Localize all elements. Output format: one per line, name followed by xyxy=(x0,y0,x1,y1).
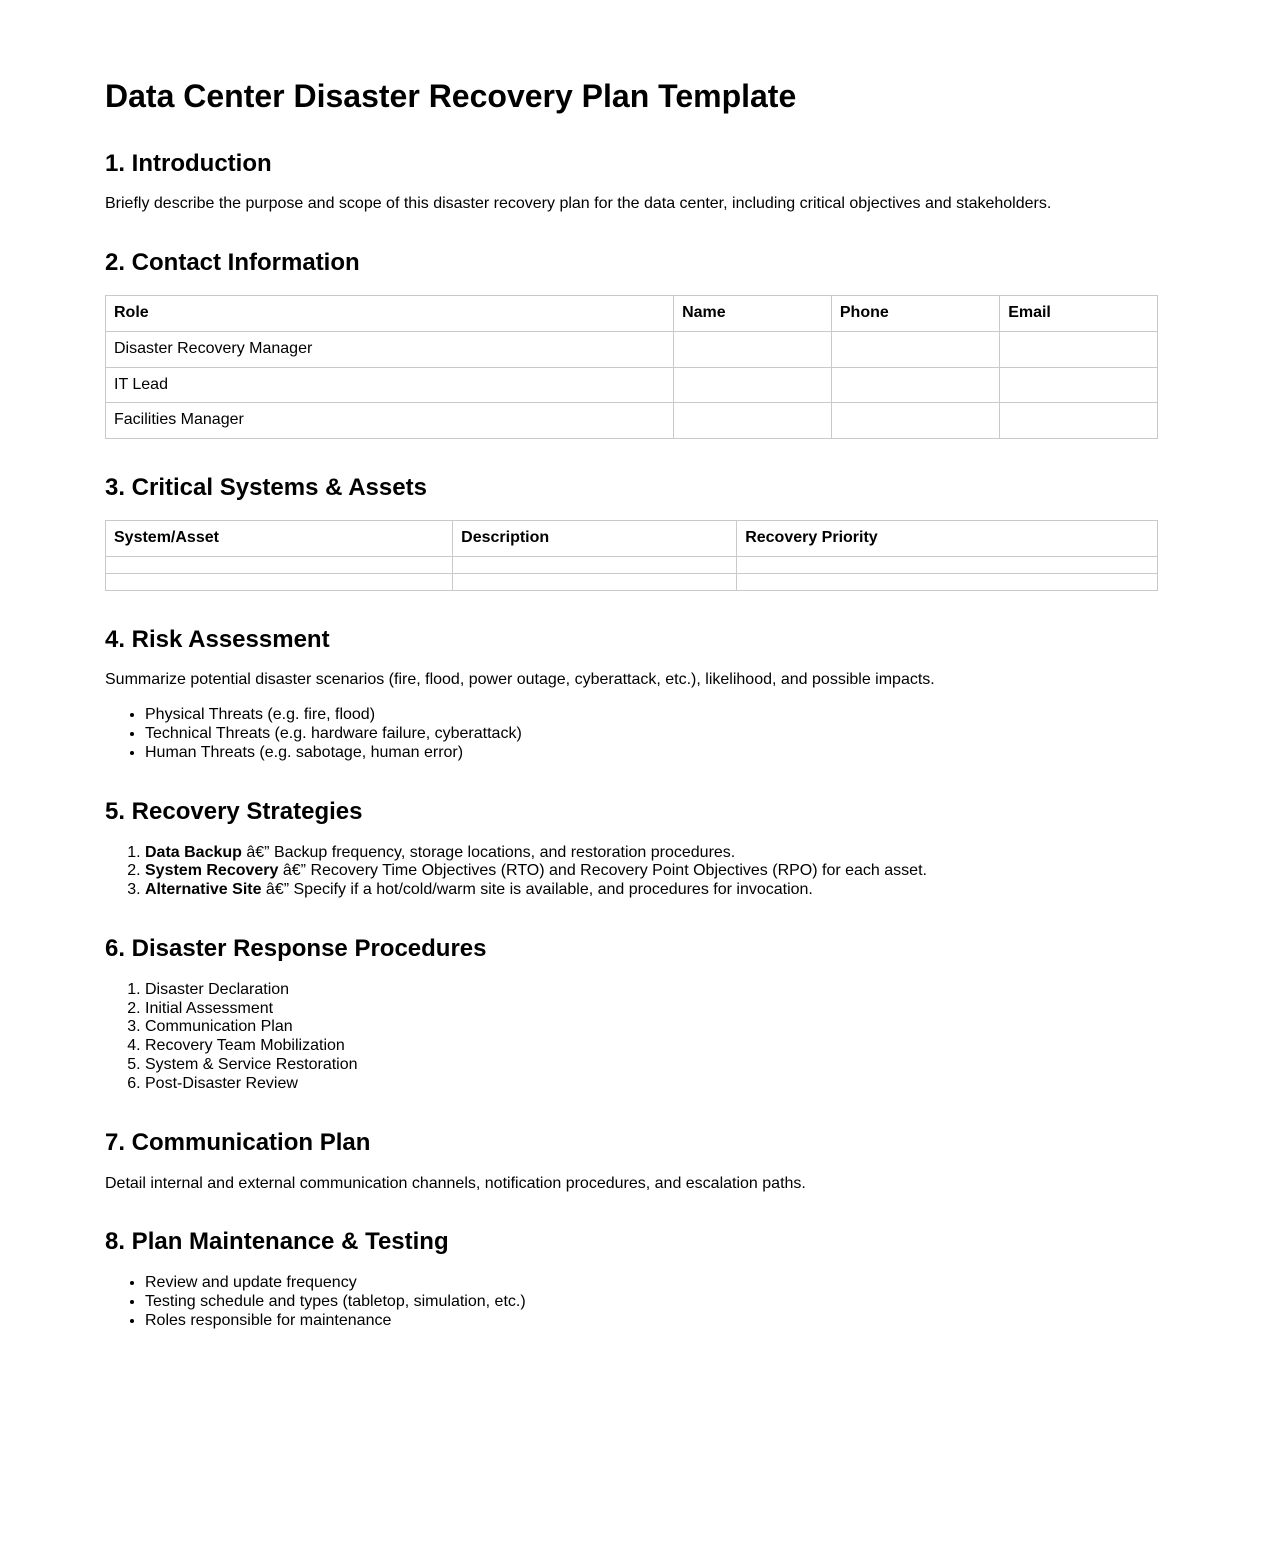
strategy-label: Data Backup xyxy=(145,843,242,861)
document-page xyxy=(105,0,1158,1567)
cell-recovery-priority xyxy=(737,556,1158,573)
list-item: • Review and update frequency xyxy=(145,1274,1158,1293)
systems-table-header-row xyxy=(106,520,1158,556)
risk-bullet-list xyxy=(105,706,1158,763)
maintenance-bullet-list xyxy=(105,1274,1158,1331)
cell-name xyxy=(674,367,832,403)
column-header-recovery-priority: Recovery Priority xyxy=(737,520,1158,556)
column-header-system-asset: System/Asset xyxy=(106,520,453,556)
section-communication-plan xyxy=(105,1129,1158,1193)
strategies-numbered-list xyxy=(105,844,1158,901)
section-heading-strategies: 5. Recovery Strategies xyxy=(105,797,363,825)
list-item xyxy=(145,881,1158,900)
section-recovery-strategies xyxy=(105,798,1158,900)
column-header-description: Description xyxy=(453,520,737,556)
cell-phone xyxy=(831,331,999,367)
list-item: 6. Post-Disaster Review xyxy=(145,1075,1158,1094)
page-title: Data Center Disaster Recovery Plan Template xyxy=(105,78,797,114)
list-item: • Human Threats (e.g. sabotage, human error) xyxy=(145,744,1158,763)
strategy-label: System Recovery xyxy=(145,862,279,880)
column-header-phone: Phone xyxy=(831,295,999,331)
list-item: • Physical Threats (e.g. fire, flood) xyxy=(145,706,1158,725)
list-item xyxy=(145,844,1158,863)
cell-name xyxy=(674,403,832,439)
cell-role: Facilities Manager xyxy=(106,403,674,439)
section-heading-communication: 7. Communication Plan xyxy=(105,1128,371,1156)
list-item: • Testing schedule and types (tabletop, simulation, etc.) xyxy=(145,1293,1158,1312)
systems-table xyxy=(105,520,1158,591)
section-contact-information xyxy=(105,249,1158,439)
cell-description xyxy=(453,573,737,590)
section-heading-systems: 3. Critical Systems & Assets xyxy=(105,474,427,502)
section-critical-systems xyxy=(105,474,1158,590)
section-response-procedures xyxy=(105,935,1158,1094)
cell-name xyxy=(674,331,832,367)
cell-email xyxy=(1000,367,1158,403)
section-risk-assessment xyxy=(105,626,1158,763)
column-header-role: Role xyxy=(106,295,674,331)
cell-role: Disaster Recovery Manager xyxy=(106,331,674,367)
column-header-name: Name xyxy=(674,295,832,331)
risk-paragraph: Summarize potential disaster scenarios (fire, flood, power outage, cyberattack, etc.), likelihood, and possible impacts. xyxy=(105,671,935,689)
introduction-paragraph: Briefly describe the purpose and scope of this disaster recovery plan for the data center, including critical objectives and stakeholders. xyxy=(105,195,1052,213)
cell-email xyxy=(1000,331,1158,367)
cell-description xyxy=(453,556,737,573)
list-item: 4. Recovery Team Mobilization xyxy=(145,1037,1158,1056)
section-heading-response: 6. Disaster Response Procedures xyxy=(105,935,487,963)
table-row xyxy=(106,556,1158,573)
section-heading-maintenance: 8. Plan Maintenance & Testing xyxy=(105,1228,449,1256)
cell-system-asset xyxy=(106,573,453,590)
cell-email xyxy=(1000,403,1158,439)
table-row xyxy=(106,367,1158,403)
list-item: • Technical Threats (e.g. hardware failure, cyberattack) xyxy=(145,725,1158,744)
strategy-text: â€” Recovery Time Objectives (RTO) and Recovery Point Objectives (RPO) for each asset. xyxy=(278,862,927,880)
cell-role: IT Lead xyxy=(106,367,674,403)
communication-paragraph: Detail internal and external communication channels, notification procedures, and escalation paths. xyxy=(105,1174,806,1192)
strategy-label: Alternative Site xyxy=(145,881,262,899)
column-header-email: Email xyxy=(1000,295,1158,331)
response-numbered-list xyxy=(105,981,1158,1094)
section-introduction xyxy=(105,150,1158,214)
list-item: • Roles responsible for maintenance xyxy=(145,1312,1158,1331)
list-item xyxy=(145,862,1158,881)
table-row xyxy=(106,403,1158,439)
strategy-text: â€” Specify if a hot/cold/warm site is available, and procedures for invocation. xyxy=(261,881,813,899)
table-row xyxy=(106,573,1158,590)
cell-system-asset xyxy=(106,556,453,573)
cell-phone xyxy=(831,403,999,439)
list-item: 3. Communication Plan xyxy=(145,1018,1158,1037)
contact-table xyxy=(105,295,1158,440)
cell-recovery-priority xyxy=(737,573,1158,590)
list-item: 2. Initial Assessment xyxy=(145,1000,1158,1019)
strategy-text: â€” Backup frequency, storage locations, and restoration procedures. xyxy=(241,843,736,861)
list-item: 5. System & Service Restoration xyxy=(145,1056,1158,1075)
section-heading-risk: 4. Risk Assessment xyxy=(105,625,330,653)
table-row xyxy=(106,331,1158,367)
section-plan-maintenance xyxy=(105,1228,1158,1330)
cell-phone xyxy=(831,367,999,403)
section-heading-contact: 2. Contact Information xyxy=(105,249,360,277)
section-heading-introduction: 1. Introduction xyxy=(105,149,272,177)
contact-table-header-row xyxy=(106,295,1158,331)
list-item: 1. Disaster Declaration xyxy=(145,981,1158,1000)
